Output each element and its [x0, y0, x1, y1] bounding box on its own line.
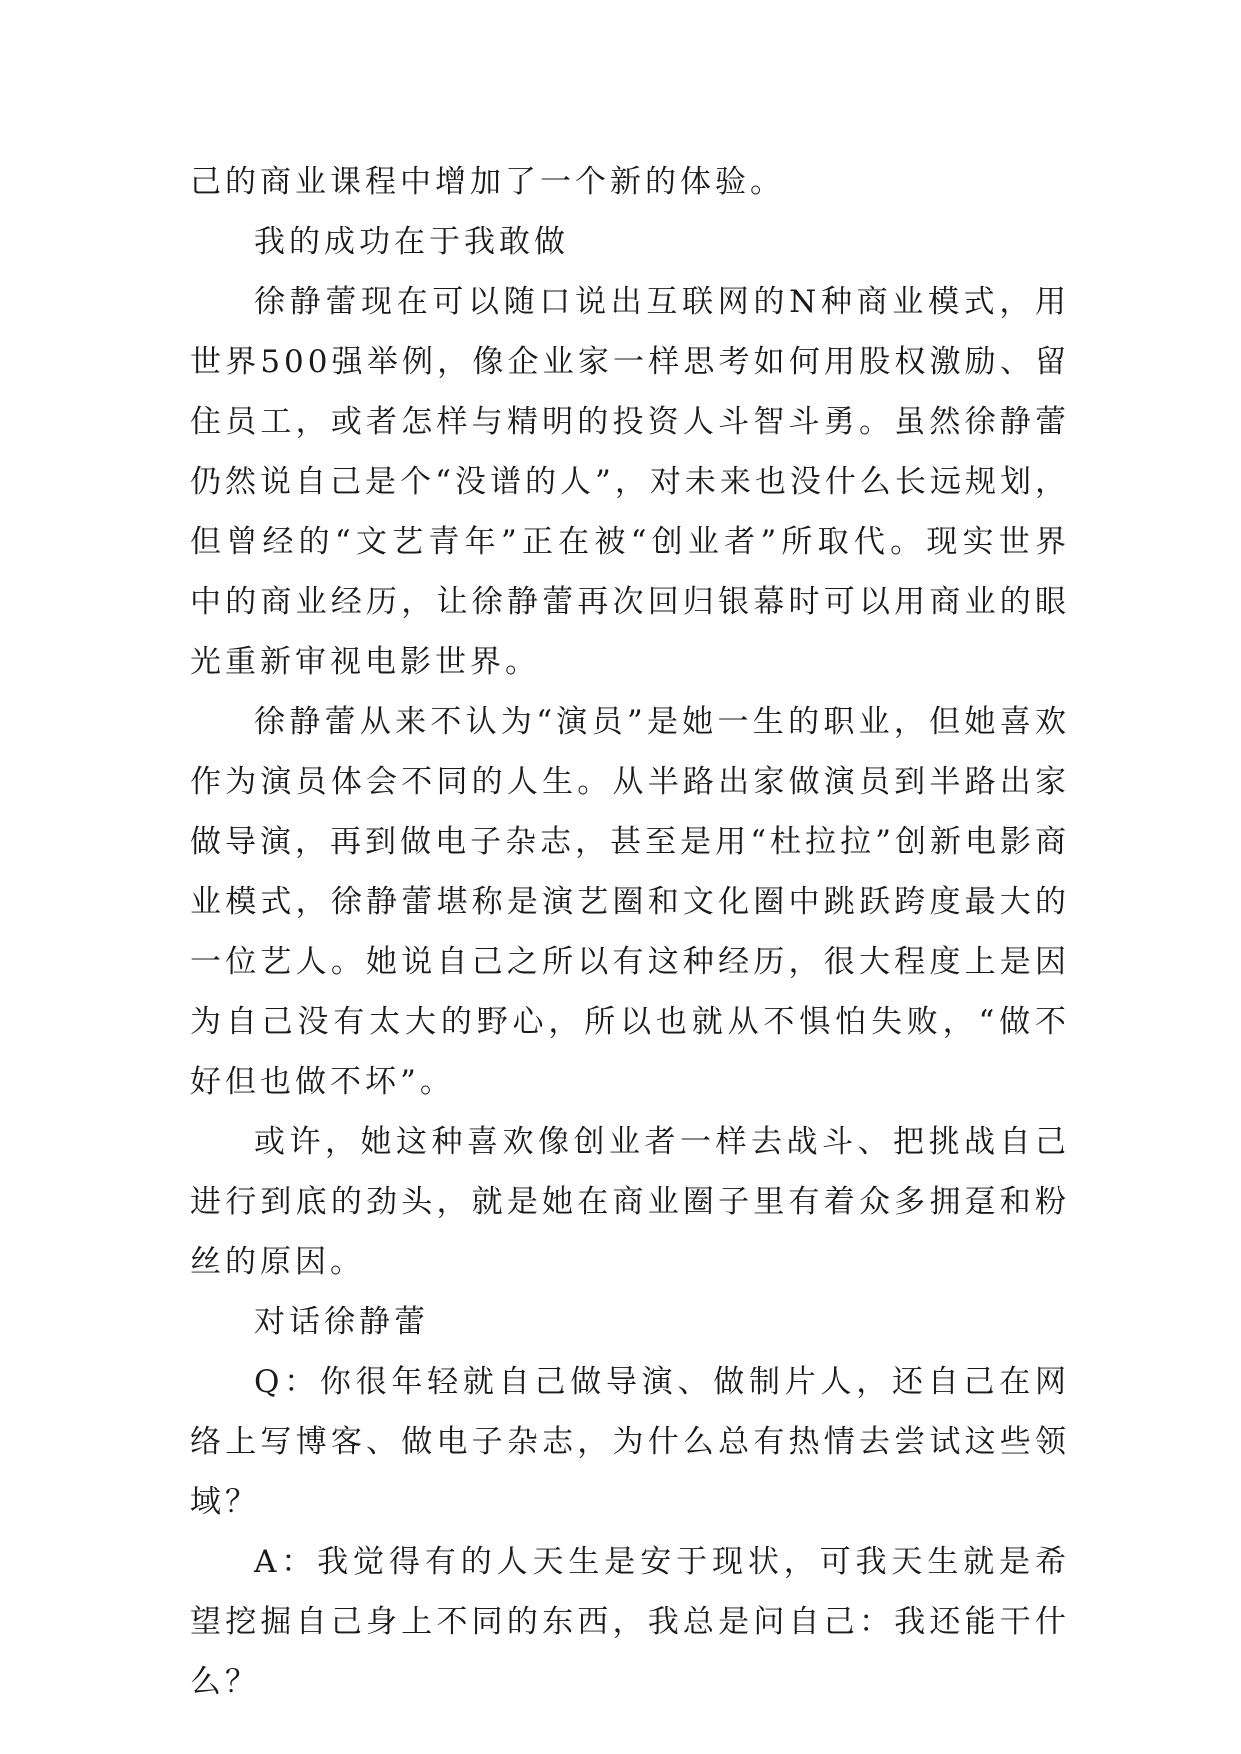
paragraph-entrepreneur-spirit: 或许，她这种喜欢像创业者一样去战斗、把挑战自己进行到底的劲头，就是她在商业圈子里有着众多拥趸和粉丝的原因。	[190, 1124, 1070, 1280]
section-heading-interview: 对话徐静蕾	[254, 1304, 429, 1340]
article-body	[190, 152, 1070, 1712]
paragraph-actor-career: 徐静蕾从来不认为“演员”是她一生的职业，但她喜欢作为演员体会不同的人生。从半路出家做演员到半路出家做导演，再到做电子杂志，甚至是用“杜拉拉”创新电影商业模式，徐静蕾堪称是演艺圈和文化圈中跳跃跨度最大的一位艺人。她说自己之所以有这种经历，很大程度上是因为自己没有太大的野心，所以也就从不惧怕失败，“做不好但也做不坏”。	[190, 704, 1070, 1100]
paragraph-business-models: 徐静蕾现在可以随口说出互联网的N种商业模式，用世界500强举例，像企业家一样思考如何用股权激励、留住员工，或者怎样与精明的投资人斗智斗勇。虽然徐静蕾仍然说自己是个“没谱的人”，对未来也没什么长远规划，但曾经的“文艺青年”正在被“创业者”所取代。现实世界中的商业经历，让徐静蕾再次回归银幕时可以用商业的眼光重新审视电影世界。	[190, 284, 1070, 680]
interview-answer: A：我觉得有的人天生是安于现状，可我天生就是希望挖掘自己身上不同的东西，我总是问自己：我还能干什么？	[190, 1544, 1070, 1700]
section-heading-success: 我的成功在于我敢做	[254, 224, 569, 260]
paragraph-continuation: 己的商业课程中增加了一个新的体验。	[190, 164, 785, 200]
interview-question: Q：你很年轻就自己做导演、做制片人，还自己在网络上写博客、做电子杂志，为什么总有热情去尝试这些领域？	[190, 1364, 1070, 1520]
